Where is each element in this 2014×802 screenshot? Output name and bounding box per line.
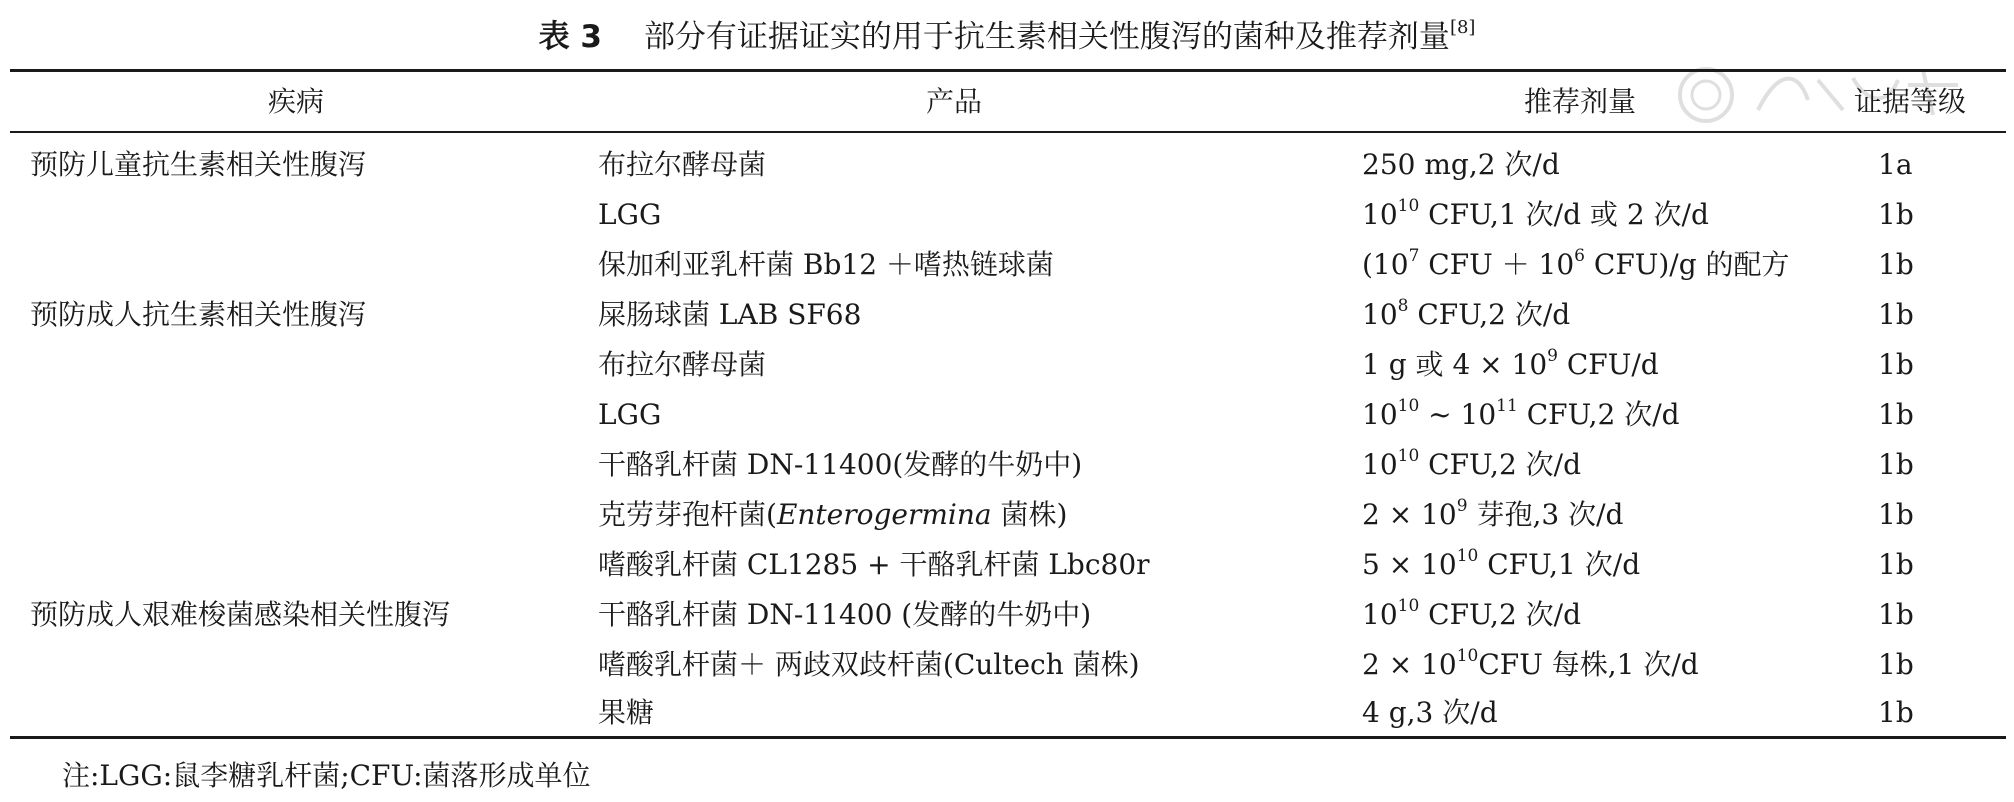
row-product: 保加利亚乳杆菌 Bb12 ＋嗜热链球菌: [598, 248, 1054, 281]
row-product: 干酪乳杆菌 DN-11400(发酵的牛奶中): [598, 448, 1083, 481]
row-dose: $10^{10}$ ~ $10^{11}$ CFU,2 次/d: [1362, 396, 1680, 431]
row-evidence-level: 1b: [1878, 548, 1914, 581]
row-dose: $10^8$ CFU,2 次/d: [1362, 296, 1571, 331]
row-evidence-level: 1b: [1878, 498, 1914, 531]
row-dose: $10^{10}$ CFU,2 次/d: [1362, 446, 1582, 481]
row-product: 布拉尔酵母菌: [598, 348, 767, 381]
row-dose: $2 \times 10^9$ 芽孢,3 次/d: [1362, 496, 1624, 531]
row-disease: 预防成人抗生素相关性腹泻: [30, 298, 367, 331]
header-disease: 疾病: [268, 85, 325, 118]
row-product: 屎肠球菌 LAB SF68: [598, 298, 862, 331]
row-product: LGG: [598, 198, 662, 231]
row-dose: $10^{10}$ CFU,2 次/d: [1362, 596, 1582, 631]
row-disease: 预防儿童抗生素相关性腹泻: [30, 148, 367, 181]
row-dose: $10^{10}$ CFU,1 次/d 或 2 次/d: [1362, 196, 1709, 231]
row-evidence-level: 1b: [1878, 598, 1914, 631]
reference-marker: [8]: [1449, 17, 1476, 38]
row-dose: $2 \times 10^{10}CFU$ 每株,1 次/d: [1362, 646, 1699, 681]
row-evidence-level: 1b: [1878, 448, 1914, 481]
table-footnote: 注:LGG:鼠李糖乳杆菌;CFU:菌落形成单位: [62, 759, 591, 792]
row-evidence-level: 1b: [1878, 398, 1914, 431]
row-dose: 250 mg,2 次/d: [1362, 148, 1560, 181]
header-evidence-level: 证据等级: [1854, 85, 1967, 118]
table-top-rule: [10, 69, 2006, 72]
row-product: 果糖: [598, 696, 655, 729]
row-evidence-level: 1b: [1878, 648, 1914, 681]
row-evidence-level: 1b: [1878, 198, 1914, 231]
row-evidence-level: 1a: [1878, 148, 1913, 181]
row-dose: ($10^7$ CFU ＋ $10^6$ CFU)/g 的配方: [1362, 246, 1790, 281]
row-product: 嗜酸乳杆菌＋ 两歧双歧杆菌(Cultech 菌株): [598, 648, 1140, 681]
row-product: LGG: [598, 398, 662, 431]
row-dose: 4 g,3 次/d: [1362, 696, 1498, 729]
row-product: 嗜酸乳杆菌 CL1285 + 干酪乳杆菌 Lbc80r: [598, 548, 1150, 581]
row-product: 克劳芽孢杆菌(Enterogermina 菌株): [598, 498, 1068, 531]
row-evidence-level: 1b: [1878, 298, 1914, 331]
row-dose: $5 \times 10^{10}$ CFU,1 次/d: [1362, 546, 1641, 581]
header-product: 产品: [926, 85, 983, 118]
table-title: 部分有证据证实的用于抗生素相关性腹泻的菌种及推荐剂量: [643, 19, 1450, 55]
row-evidence-level: 1b: [1878, 696, 1914, 729]
row-disease: 预防成人艰难梭菌感染相关性腹泻: [30, 598, 451, 631]
table-caption: [0, 6, 2014, 59]
table-label: 表 3: [538, 19, 602, 55]
header-dose: 推荐剂量: [1524, 85, 1637, 118]
row-dose: 1 g 或 $4 \times 10^9$ CFU/d: [1362, 346, 1659, 381]
row-product: 干酪乳杆菌 DN-11400 (发酵的牛奶中): [598, 598, 1092, 631]
row-evidence-level: 1b: [1878, 248, 1914, 281]
table-header-rule: [10, 131, 2006, 133]
row-product: 布拉尔酵母菌: [598, 148, 767, 181]
row-evidence-level: 1b: [1878, 348, 1914, 381]
table-bottom-rule: [10, 736, 2006, 739]
